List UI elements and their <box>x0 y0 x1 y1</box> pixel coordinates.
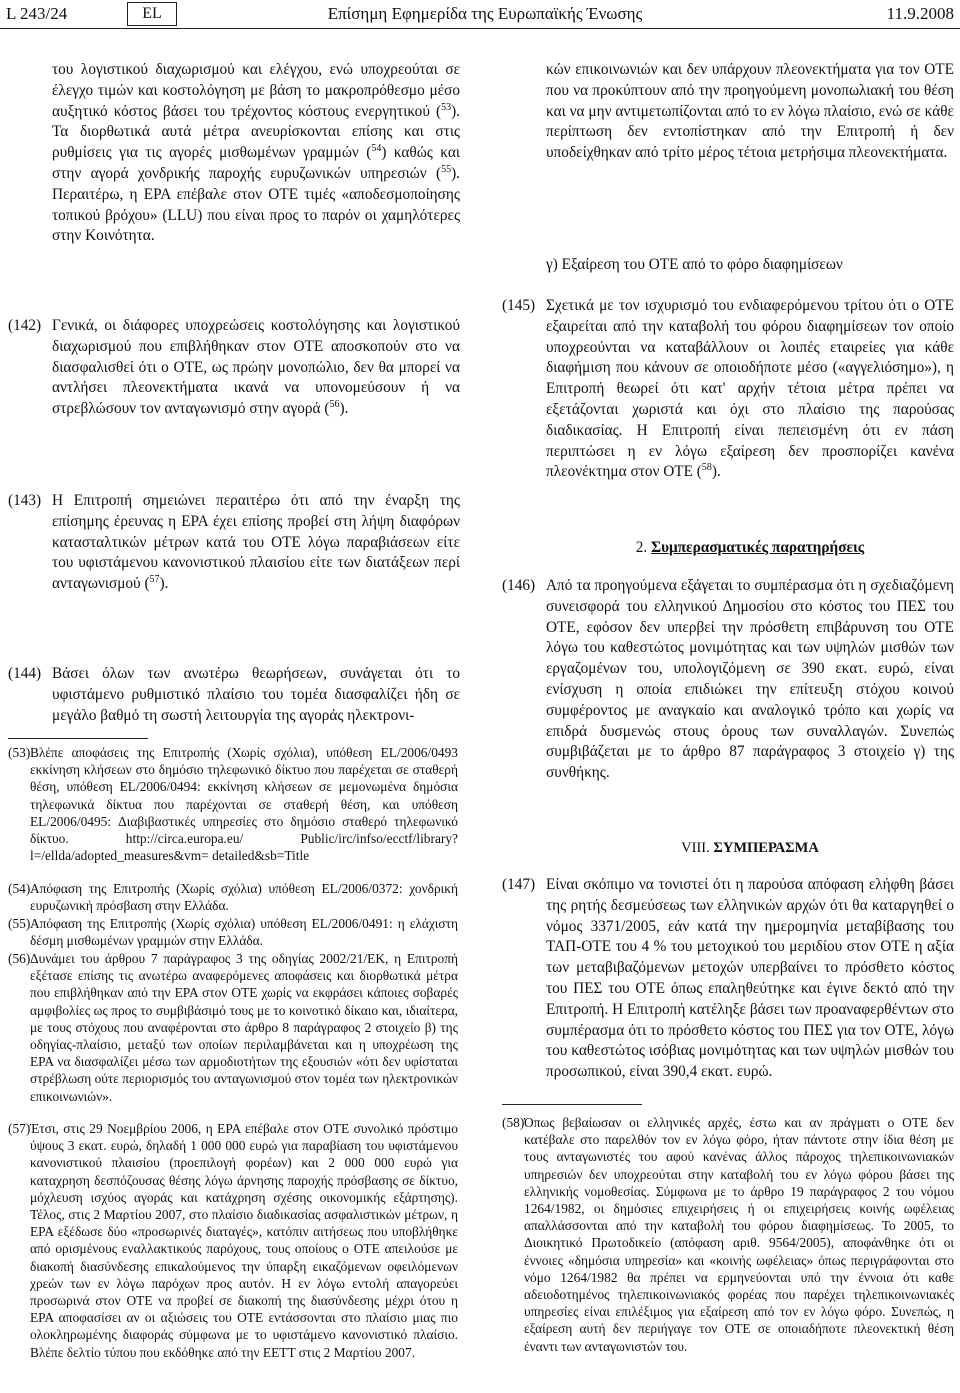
paragraph-number: (145) <box>502 297 536 314</box>
footnote-56: (56) Δυνάμει του άρθρου 7 παράγραφος 3 της οδηγίας 2002/21/ΕΚ, η Επιτροπή εξέτασε επίσης τις ανωτέρω αναφερόμενες αποφάσεις και διορθωτικά μέτρα που επιβλήθηκαν από την ΕΡΑ στον ΟΤΕ χωρίς να εκφράσει κάποιες σοβαρές αμφιβολίες ως προς το συμβιβάσιμό τους με το κοινοτικό δίκαιο και, ιδιαίτερα, με τους στόχους που αναφέρονται στο άρθρο 8 παράγραφος 2 στοιχείο β) της οδηγίας-πλαίσιο, μεταξύ των οποίων περιλαμβάνεται και η υποχρέωση της ΕΡΑ να διασφαλίζει μέσω των αρμοδιοτήτων της εξουσιών «ότι δεν υφίσταται στρέβλωση ούτε περιορισμός του ανταγωνισμού στον τομέα των ηλεκτρονικών επικοινωνιών». <box>8 951 458 1104</box>
journal-title: Επίσημη Εφημερίδα της Ευρωπαϊκής Ένωσης <box>327 4 643 23</box>
footnote-57: (57) Έτσι, στις 29 Νοεμβρίου 2006, η ΕΡΑ επέβαλε στον ΟΤΕ συνολικό πρόστιμο ύψους 3 εκατ. ευρώ, δηλαδή 1 000 000 ευρώ για παραβίαση του υφιστάμενου κανονιστικού πλαισίου (προεπιλογή φορέων) και 2 000 000 ευρώ για καταχρηση δεσπόζουσας θέσης λόγω άρνησης παροχής πρόσβασης σε δίκτυο, μόχλευση ισχύος αγοράς και κατάχρηση σχέσης οικονομικής εξάρτησης). Τέλος, στις 2 Μαρτίου 2007, στο πλαίσιο διαδικασίας ασφαλιστικών μέτρων, η ΕΡΑ εξέδωσε δύο «προσωρινές διαταγές», κατόπιν αιτήσεως που υποβλήθηκε από ορισμένους εναλλακτικούς παρόχους, τους οποίους ο ΟΤΕ απειλούσε με διακοπή διασύνδεσης επικαλούμενος την ύπαρξη εικαζόμενων οφειλόμενων χρεών των εν λόγω παρόχων προς αυτόν. Η εν λόγω εντολή απαγορεύει προσωρινά στον ΟΤΕ να προβεί σε διακοπή της διασύνδεσης μέχρι ότου η ΕΡΑ αποφασίσει αν οι αξιώσεις του ΟΤΕ εντάσσονται στο πλαίσιο μιας πιο ολοκληρωμένης διαφοράς σύμφωνα με το υφιστάμενο κανονιστικό πλαίσιο. Βλέπε δελτίο τύπου που εκδόθηκε από την ΕΕΤΤ στις 2 Μαρτίου 2007. <box>8 1121 458 1360</box>
footnote-rule <box>8 738 148 739</box>
footnote-rule <box>502 1104 642 1105</box>
footnote-ref: 57 <box>149 574 160 586</box>
section-heading-viii: VIII. ΣΥΜΠΕΡΑΣΜΑ <box>681 840 819 856</box>
footnote-ref: 53 <box>441 101 452 113</box>
paragraph-number: (147) <box>502 876 536 893</box>
footnote-58: (58) Όπως βεβαίωσαν οι ελληνικές αρχές, έστω και αν πράγματι ο ΟΤΕ δεν κατέβαλε στο παρελθόν τον εν λόγω φόρο, ήταν πάντοτε στην ίδια θέση με τους ανταγωνιστές του αφού κανένας άλλος πάροχος τηλεπικοινωνιακών υπηρεσιών δεν υποχρεούται στην καταβολή του εν λόγω φόρου βάσει της ελληνικής νομοθεσίας. Σύμφωνα με το άρθρο 19 παράγραφος 2 του νόμου 1264/1982, οι δημόσιες επιχειρήσεις ή οι επιχειρήσεις κοινής ωφέλειας απαλλάσσονται από την καταβολή του φόρου διαφημίσεως. Το 2005, το Διοικητικό Πρωτοδικείο (απόφαση αριθ. 9564/2005), αποφάνθηκε ότι οι έννοιες «δημόσια υπηρεσία» και «κοινής ωφέλειας» όπως περιγράφονται στο νόμο 1264/1982 θα πρέπει να ερμηνεύονται υπό την έννοια ότι καθε αδειοδοτημένος τηλεπικοινωνιακός φορέας που παρέχει τηλεπικοινωνιακές υπηρεσίες είναι επιλέξιμος για εξαίρεση από τον εν λόγω φόρο. Συνεπώς, η εξαίρεση αυτή δεν περιήγαγε τον ΟΤΕ σε οποιαδήποτε πλεονεκτική θέση έναντι των ανταγωνιστών του. <box>502 1115 954 1354</box>
subheading-g: γ) Εξαίρεση του ΟΤΕ από το φόρο διαφημίσεων <box>546 256 843 273</box>
paragraph-142: (142) Γενικά, οι διάφορες υποχρεώσεις κοστολόγησης και λογιστικού διαχωρισμού που επιβλήθηκαν στον ΟΤΕ αποσκοπούν στο να διασφαλισθεί ότι ο ΟΤΕ, ως πρώην μονοπώλιο, δεν θα μπορεί να αντλήσει πλεονεκτήματα ικανά να υπονομεύσουν ή να στρεβλώσουν τον ανταγωνισμό στην αγορά ($^{56}$). <box>8 317 460 418</box>
paragraph-145: (145) Σχετικά με τον ισχυρισμό του ενδιαφερόμενου τρίτου ότι ο ΟΤΕ εξαιρείται από την καταβολή του φόρου διαφημίσεων τον οποίο υποχρεούνται να καταβάλλουν οι λοιπές εταιρείες για κάθε διαφήμιση που κάνουν σε οποιοδήποτε μέσο («αγγελιόσημο»), η Επιτροπή θεωρεί ότι κατ' αρχήν τέτοια μέτρα πρέπει να εξετάζονται χωριστά και όχι στο πλαίσιο της παρούσας διαδικασίας. Η Επιτροπή είναι πεπεισμένη ότι εν πάση περιπτώσει η εν λόγω εξαίρεση δεν προσπορίζει κανένα πλεονέκτημα στον ΟΤΕ ($^{58}$). <box>502 297 954 481</box>
footnote-53: (53) Βλέπε αποφάσεις της Επιτροπής (Χωρίς σχόλια), υπόθεση EL/2006/0493 εκκίνηση κλήσεων στο δημόσιο τηλεφωνικό δίκτυο που παρέχεται σε σταθερή θέση, υπόθεση EL/2006/0494: εκκίνηση κλήσεων σε μεμονωμένα δημόσια τηλεφωνικά δίκτυα που παρέχονται σε σταθερή θέση, και υπόθεση EL/2006/0495: Διαβιβαστικές υπηρεσίες στο δημόσιο σταθερό τηλεφωνικό δίκτυο. http://circa.europa.eu/ Public/irc/infso/ecctf/library?l=/ellda/adopted_measures&vm= detailed&sb=Title <box>8 745 458 864</box>
footnote-55: (55) Απόφαση της Επιτροπής (Χωρίς σχόλια) υπόθεση EL/2006/0491: η ελάχιστη δέσμη μισθωμένων γραμμών στην Ελλάδα. <box>8 916 458 949</box>
section-title: Συμπερασματικές παρατηρήσεις <box>651 539 865 556</box>
footnote-ref: 56 <box>329 399 340 411</box>
footnote-ref: 58 <box>701 462 712 474</box>
header-rule <box>0 28 960 29</box>
footnote-ref: 54 <box>371 143 382 155</box>
section-title: ΣΥΜΠΕΡΑΣΜΑ <box>713 840 819 856</box>
paragraph-number: (142) <box>8 317 42 334</box>
paragraph-144: (144) Βάσει όλων των ανωτέρω θεωρήσεων, συνάγεται ότι το υφιστάμενο ρυθμιστικό πλαίσιο του τομέα διασφαλίζει ήδη σε μεγάλο βαθμό τη σωστή λειτουργία της αγοράς ηλεκτρονι- <box>8 665 460 724</box>
section-heading-2: 2. Συμπερασματικές παρατηρήσεις <box>635 539 865 556</box>
language-box: EL <box>127 2 177 26</box>
paragraph-143: (143) Η Επιτροπή σημειώνει περαιτέρω ότι από την έναρξη της επίσημης έρευνας η ΕΡΑ έχει επίσης προβεί στη λήψη διαφόρων κατασταλτικών μέτρων κατά του ΟΤΕ λόγω παραβιάσεων είτε του υφιστάμενου κανονιστικού πλαισίου είτε των διατάξεων περί ανταγωνισμού ($^{57}$). <box>8 492 460 593</box>
issue-date: 11.9.2008 <box>886 4 954 23</box>
page-header <box>0 0 960 30</box>
paragraph-146: (146) Από τα προηγούμενα εξάγεται το συμπέρασμα ότι η σχεδιαζόμενη συνεισφορά του ελληνικού Δημοσίου στο κόστος του ΠΕΣ του ΟΤΕ, εφόσον δεν υπερβεί την πρόσθετη επιβάρυνση του ΟΤΕ λόγω του καθεστώτος μονιμότητας και των υψηλών μισθών των εργαζομένων του, υπολογιζόμενη σε 390 εκατ. ευρώ, είναι ενίσχυση η οποία επιδιώκει την επίτευξη στόχου κοινού συμφέροντος με αναγκαίο και αναλογικό τρόπο και χωρίς να επιδρά δυσμενώς στους όρους των συναλλαγών. Συνεπώς συμβιβάζεται με το άρθρο 87 παράγραφος 3 στοιχείο γ) της συνθήκης. <box>502 577 954 782</box>
footnote-54: (54) Απόφαση της Επιτροπής (Χωρίς σχόλια) υπόθεση EL/2006/0372: χονδρική ευρυζωνική πρόσβαση στην Ελλάδα. <box>8 881 458 914</box>
paragraph-147: (147) Είναι σκόπιμο να τονιστεί ότι η παρούσα απόφαση ελήφθη βάσει της ρητής δεσμεύσεως των ελληνικών αρχών ότι θα καταργηθεί ο νόμος 3371/2005, εάν κατά την ημερομηνία μεταβίβασης του ΤΑΠ-ΟΤΕ του 4 % του μετοχικού του μεριδίου στον ΟΤΕ η αξία των μεταβιβαζόμενων μετοχών υπερβαίνει το πρόσθετο κόστος του ΠΕΣ του ΟΤΕ όπως επαληθεύτηκε και έγινε δεκτό από την Επιτροπή. Η Επιτροπή κατέληξε βάσει των προαναφερθέντων στο συμπέρασμα ότι το πρόσθετο κόστος του ΠΕΣ για τον ΟΤΕ, λόγω του καθεστώτος ισόβιας μονιμότητας και των υψηλών μισθών του προσωπικού, είναι 390,4 εκατ. ευρώ. <box>502 876 954 1081</box>
left-intro-paragraph: του λογιστικού διαχωρισμού και ελέγχου, ενώ υποχρεούται σε έλεγχο τιμών και κοστολόγηση με βάση το μακροπρόθεσμο μέσο αυξητικό κόστος βάσει του τρέχοντος κόστους ενεργητικού ($^{53}$). Τα διορθωτικά αυτά μέτρα ανευρίσκονται επίσης και στις ρυθμίσεις για τις αγορές μισθωμένων γραμμών ($^{54}$) καθώς και στην αγορά χονδρικής παροχής ευρυζωνικών υπηρεσιών ($^{55}$). Περαιτέρω, η ΕΡΑ επέβαλε στον ΟΤΕ τιμές «αποδεσμοποίησης τοπικού βρόχου» (LLU) που είναι προς το παρόν οι χαμηλότερες στην Κοινότητα. <box>52 61 460 245</box>
paragraph-number: (144) <box>8 665 42 682</box>
page-number: L 243/24 <box>6 4 68 23</box>
paragraph-number: (146) <box>502 577 536 594</box>
footnote-ref: 55 <box>441 163 452 175</box>
paragraph-number: (143) <box>8 492 42 509</box>
right-intro-paragraph: κών επικοινωνιών και δεν υπάρχουν πλεονεκτήματα για τον ΟΤΕ που να προκύπτουν από την προηγούμενη μονοπωλιακή του θέση και να μην αντιμετωπίζονται από το εν λόγω πλαίσιο, ενώ σε κάθε περίπτωση δεν εντοπίστηκαν από την Επιτροπή ή δεν υποδείχθηκαν από τρίτο μέρος τέτοια μετρήσιμα πλεονεκτήματα. <box>546 61 954 162</box>
